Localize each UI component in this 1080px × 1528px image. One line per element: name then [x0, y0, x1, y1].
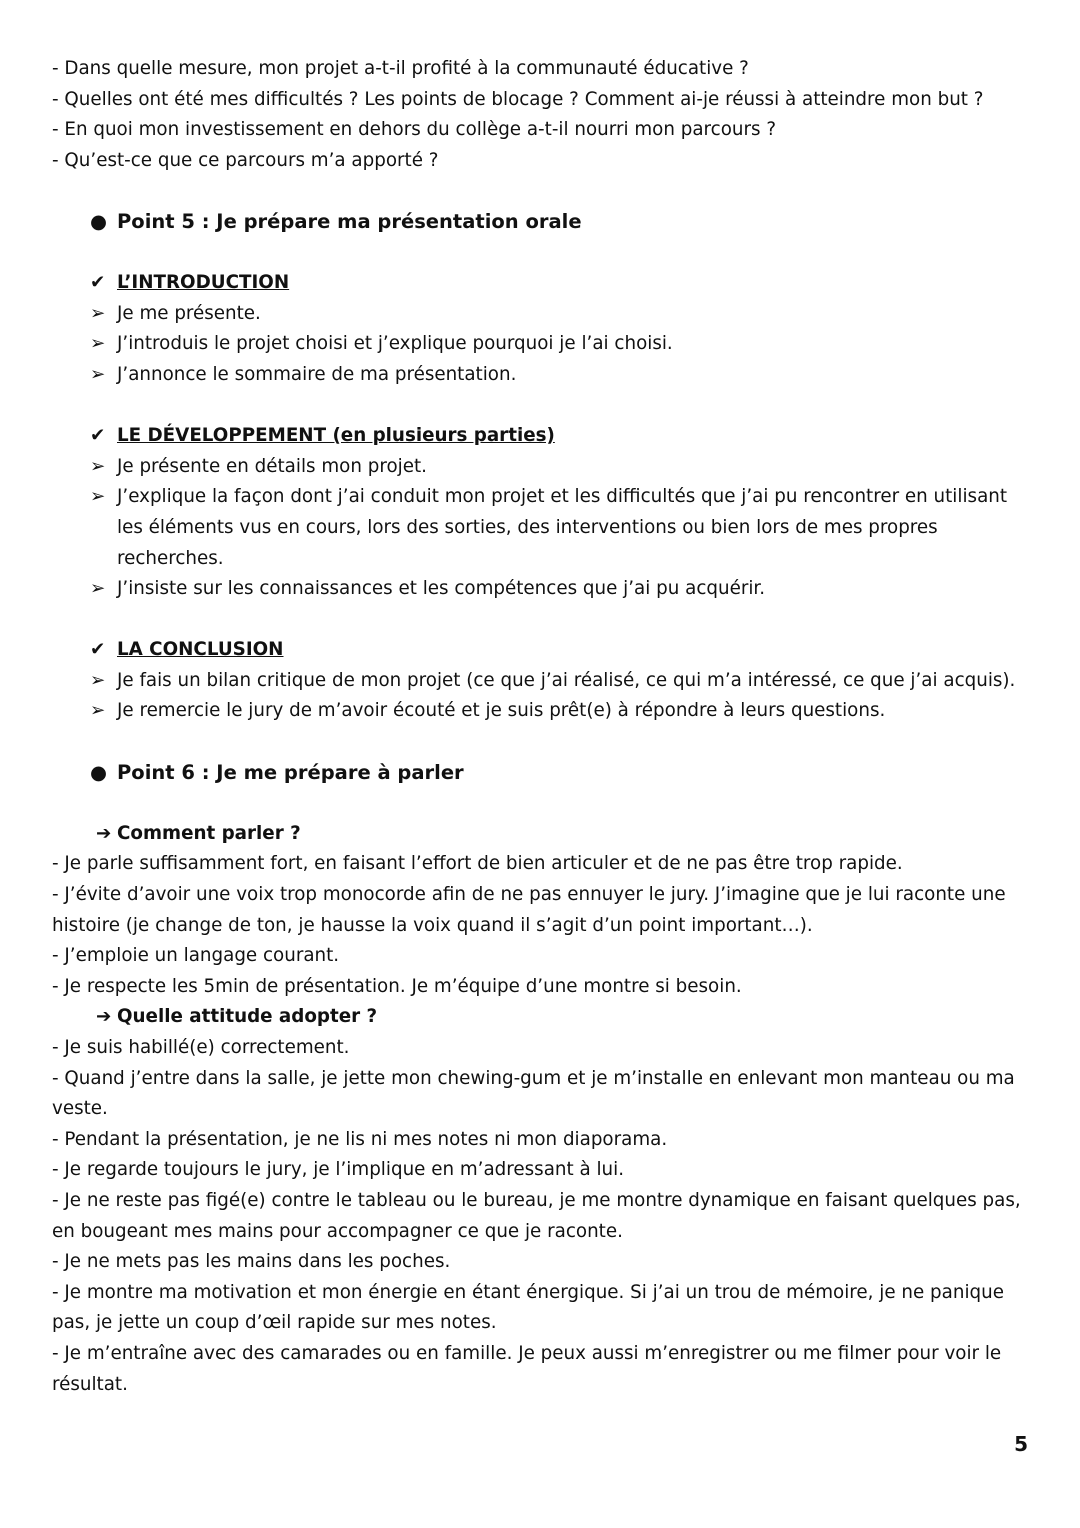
- paragraph: - Quand j’entre dans la salle, je jette mon chewing-gum et je m’installe en enlevant mon manteau ou ma veste.: [52, 1067, 1015, 1120]
- conclusion-title: LA CONCLUSION: [117, 639, 284, 661]
- intro-title: L’INTRODUCTION: [117, 272, 290, 294]
- question: - Qu’est-ce que ce parcours m’a apporté ?: [52, 149, 439, 171]
- intro-heading: [52, 268, 1032, 299]
- paragraph: - J’évite d’avoir une voix trop monocorde afin de ne pas ennuyer le jury. J’imagine que je lui raconte une histoire (je change de ton, je hausse la voix quand il s’agit d’un point important…).: [52, 884, 1006, 936]
- paragraph: - Je ne reste pas figé(e) contre le tableau ou le bureau, je me montre dynamique en faisant quelques pas, en bougeant mes mains pour accompagner ce que je raconte.: [52, 1189, 1021, 1242]
- arrow-icon: ➢: [90, 333, 106, 355]
- comment-parler-heading: ➔ Comment parler ?: [52, 819, 1032, 850]
- question: - En quoi mon investissement en dehors du collège a-t-il nourri mon parcours ?: [52, 119, 777, 141]
- paragraph: - Je suis habillé(e) correctement.: [52, 1037, 350, 1058]
- list-item: ➢ J’insiste sur les connaissances et les compétences que j’ai pu acquérir.: [52, 574, 1032, 605]
- list-item: ➢ Je présente en détails mon projet.: [52, 452, 1032, 483]
- point6-title: Point 6 : Je me prépare à parler: [117, 760, 464, 784]
- point5-title: Point 5 : Je prépare ma présentation orale: [117, 209, 582, 233]
- page-number: 5: [1014, 1432, 1028, 1456]
- arrow-icon: ➢: [90, 700, 106, 722]
- paragraph: - Je ne mets pas les mains dans les poches.: [52, 1251, 451, 1273]
- arrow-icon: ➢: [90, 486, 106, 508]
- list-item: ➢ Je remercie le jury de m’avoir écouté et je suis prêt(e) à répondre à leurs questions.: [52, 696, 1032, 727]
- check-icon: ✔: [90, 272, 106, 294]
- paragraph: - Je respecte les 5min de présentation. Je m’équipe d’une montre si besoin.: [52, 975, 742, 997]
- list-item: ➢ J’explique la façon dont j’ai conduit mon projet et les difficultés que j’ai pu rencontrer en utilisant les éléments vus en cours, lors des sorties, des interventions ou bien lors de mes propres recherches.: [52, 482, 1032, 574]
- check-icon: ✔: [90, 425, 106, 447]
- list-item: ➢ J’annonce le sommaire de ma présentation.: [52, 360, 1032, 391]
- document-page: [52, 54, 1032, 1400]
- paragraph: - Je regarde toujours le jury, je l’implique en m’adressant à lui.: [52, 1159, 625, 1181]
- point5-heading: [52, 207, 1032, 238]
- question: - Quelles ont été mes difficultés ? Les points de blocage ? Comment ai-je réussi à atteindre mon but ?: [52, 88, 984, 110]
- arrow-icon: ➢: [90, 578, 106, 600]
- arrow-icon: ➢: [90, 669, 106, 691]
- bullet-icon: ●: [90, 209, 108, 233]
- bullet-icon: ●: [90, 760, 108, 784]
- question: - Dans quelle mesure, mon projet a-t-il profité à la communauté éducative ?: [52, 58, 749, 79]
- arrow-icon: ➢: [90, 302, 106, 324]
- paragraph: - Je montre ma motivation et mon énergie en étant énergique. Si j’ai un trou de mémoire, je ne panique pas, je jette un coup d’œil rapide sur mes notes.: [52, 1281, 1004, 1334]
- list-item: ➢ J’introduis le projet choisi et j’explique pourquoi je l’ai choisi.: [52, 329, 1032, 360]
- arrow-icon: ➢: [90, 455, 106, 477]
- paragraph: - Pendant la présentation, je ne lis ni mes notes ni mon diaporama.: [52, 1128, 668, 1150]
- attitude-heading: ➔ Quelle attitude adopter ?: [52, 1002, 1032, 1033]
- developpement-heading: [52, 421, 1032, 452]
- arrow-right-icon: ➔: [96, 1006, 112, 1028]
- list-item: ➢ Je me présente.: [52, 299, 1032, 330]
- paragraph: - J’emploie un langage courant.: [52, 945, 340, 967]
- arrow-icon: ➢: [90, 363, 106, 385]
- conclusion-heading: [52, 635, 1032, 666]
- list-item: ➢ Je fais un bilan critique de mon projet (ce que j’ai réalisé, ce qui m’a intéressé, ce que j’ai acquis).: [52, 666, 1032, 697]
- arrow-right-icon: ➔: [96, 822, 112, 844]
- paragraph: - Je parle suffisamment fort, en faisant l’effort de bien articuler et de ne pas être trop rapide.: [52, 853, 903, 875]
- paragraph: - Je m’entraîne avec des camarades ou en famille. Je peux aussi m’enregistrer ou me filmer pour voir le résultat.: [52, 1342, 1002, 1395]
- check-icon: ✔: [90, 639, 106, 661]
- point6-heading: [52, 758, 1032, 789]
- developpement-title: LE DÉVELOPPEMENT (en plusieurs parties): [117, 425, 555, 447]
